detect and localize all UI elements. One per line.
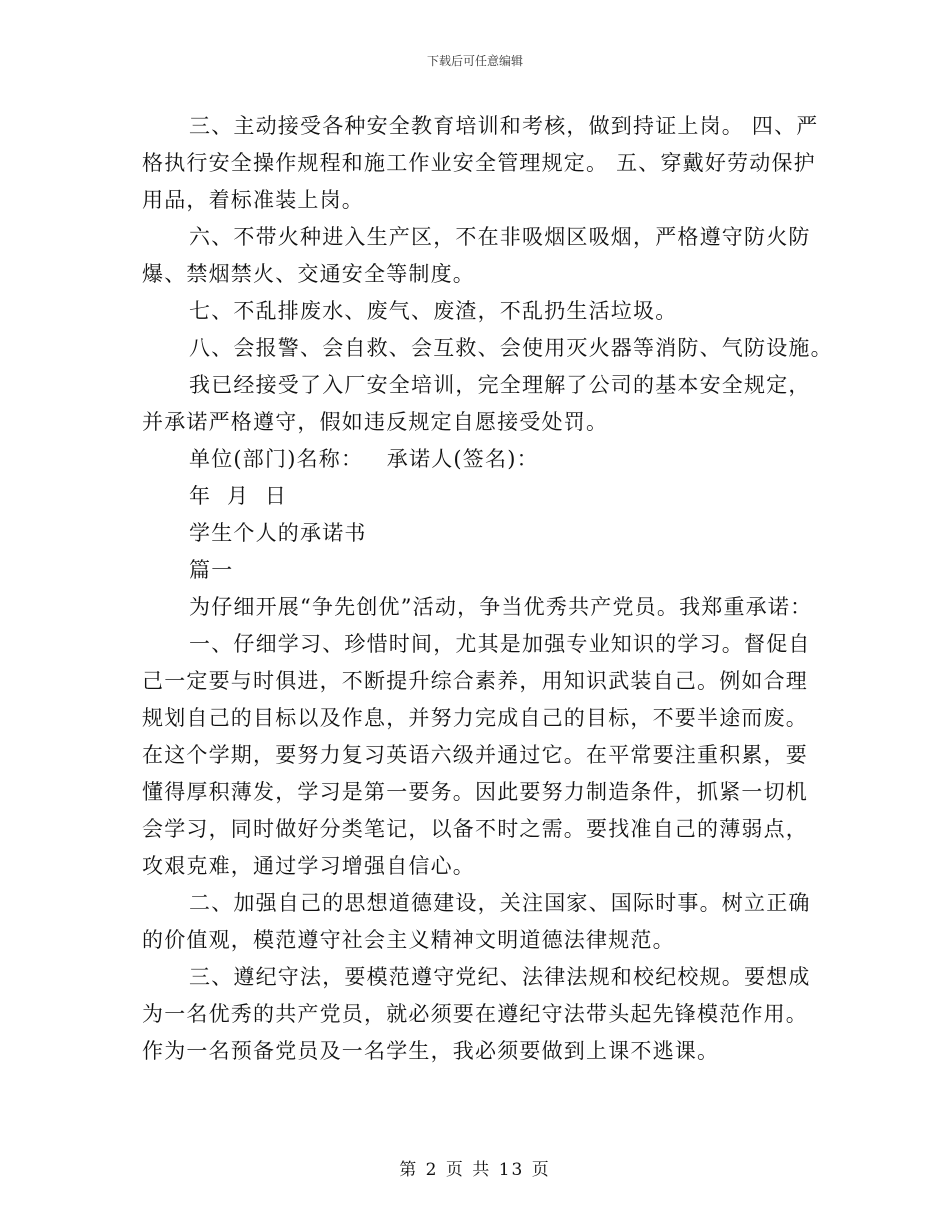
text-line: 的价值观，模范遵守社会主义精神文明道德法律规范。 bbox=[142, 928, 675, 952]
paragraph bbox=[142, 330, 833, 367]
text-line: 学生个人的承诺书 bbox=[189, 521, 367, 545]
text-line: 年 月 日 bbox=[189, 484, 288, 508]
text-line: 七、不乱排废水、废气、废渣，不乱扔生活垃圾。 bbox=[189, 299, 678, 323]
paragraph bbox=[142, 219, 812, 293]
text-line: 三、主动接受各种安全教育培训和考核，做到持证上岗。 四、严 bbox=[189, 114, 819, 138]
text-line: 八、会报警、会自救、会互救、会使用灭火器等消防、气防设施。 bbox=[189, 336, 833, 360]
text-line: 懂得厚积薄发，学习是第一要务。因此要努力制造条件，抓紧一切机 bbox=[142, 780, 808, 804]
paragraph bbox=[142, 367, 812, 441]
paragraph bbox=[142, 885, 812, 959]
text-line: 攻艰克难，通过学习增强自信心。 bbox=[142, 854, 475, 878]
paragraph bbox=[142, 108, 819, 219]
section-title bbox=[142, 515, 812, 552]
paragraph bbox=[142, 959, 812, 1070]
document-body bbox=[142, 108, 833, 1070]
section-subtitle bbox=[142, 552, 812, 589]
text-line: 一、仔细学习、珍惜时间，尤其是加强专业知识的学习。督促自 bbox=[189, 632, 811, 656]
text-line: 单位(部门)名称： 承诺人(签名)： bbox=[189, 447, 539, 471]
text-line: 并承诺严格遵守，假如违反规定自愿接受处罚。 bbox=[142, 410, 609, 434]
text-line: 作为一名预备党员及一名学生，我必须要做到上课不逃课。 bbox=[142, 1039, 720, 1063]
signature-line bbox=[142, 441, 812, 478]
text-line: 用品，着标准装上岗。 bbox=[142, 188, 364, 212]
text-line: 在这个学期，要努力复习英语六级并通过它。在平常要注重积累，要 bbox=[142, 743, 808, 767]
text-line: 三、遵纪守法，要模范遵守党纪、法律法规和校纪校规。要想成 bbox=[189, 965, 811, 989]
page-header: 下载后可任意编辑 bbox=[426, 54, 523, 68]
text-line: 为一名优秀的共产党员，就必须要在遵纪守法带头起先锋模范作用。 bbox=[142, 1002, 808, 1026]
paragraph bbox=[142, 293, 812, 330]
text-line: 六、不带火种进入生产区，不在非吸烟区吸烟，严格遵守防火防 bbox=[189, 225, 811, 249]
text-line: 会学习，同时做好分类笔记，以备不时之需。要找准自己的薄弱点， bbox=[142, 817, 808, 841]
text-line: 我已经接受了入厂安全培训，完全理解了公司的基本安全规定， bbox=[189, 373, 811, 397]
paragraph bbox=[142, 589, 812, 626]
date-line bbox=[142, 478, 812, 515]
text-line: 篇一 bbox=[189, 558, 234, 582]
page-footer: 第 2 页 共 13 页 bbox=[399, 1160, 551, 1180]
text-line: 格执行安全操作规程和施工作业安全管理规定。 五、穿戴好劳动保护 bbox=[142, 151, 816, 175]
paragraph bbox=[142, 626, 812, 885]
text-line: 为仔细开展“争先创优”活动，争当优秀共产党员。我郑重承诺： bbox=[189, 595, 813, 619]
text-line: 二、加强自己的思想道德建设，关注国家、国际时事。树立正确 bbox=[189, 891, 811, 915]
text-line: 己一定要与时俱进，不断提升综合素养，用知识武装自己。例如合理 bbox=[142, 669, 808, 693]
text-line: 规划自己的目标以及作息，并努力完成自己的目标，不要半途而废。 bbox=[142, 706, 808, 730]
text-line: 爆、禁烟禁火、交通安全等制度。 bbox=[142, 262, 475, 286]
